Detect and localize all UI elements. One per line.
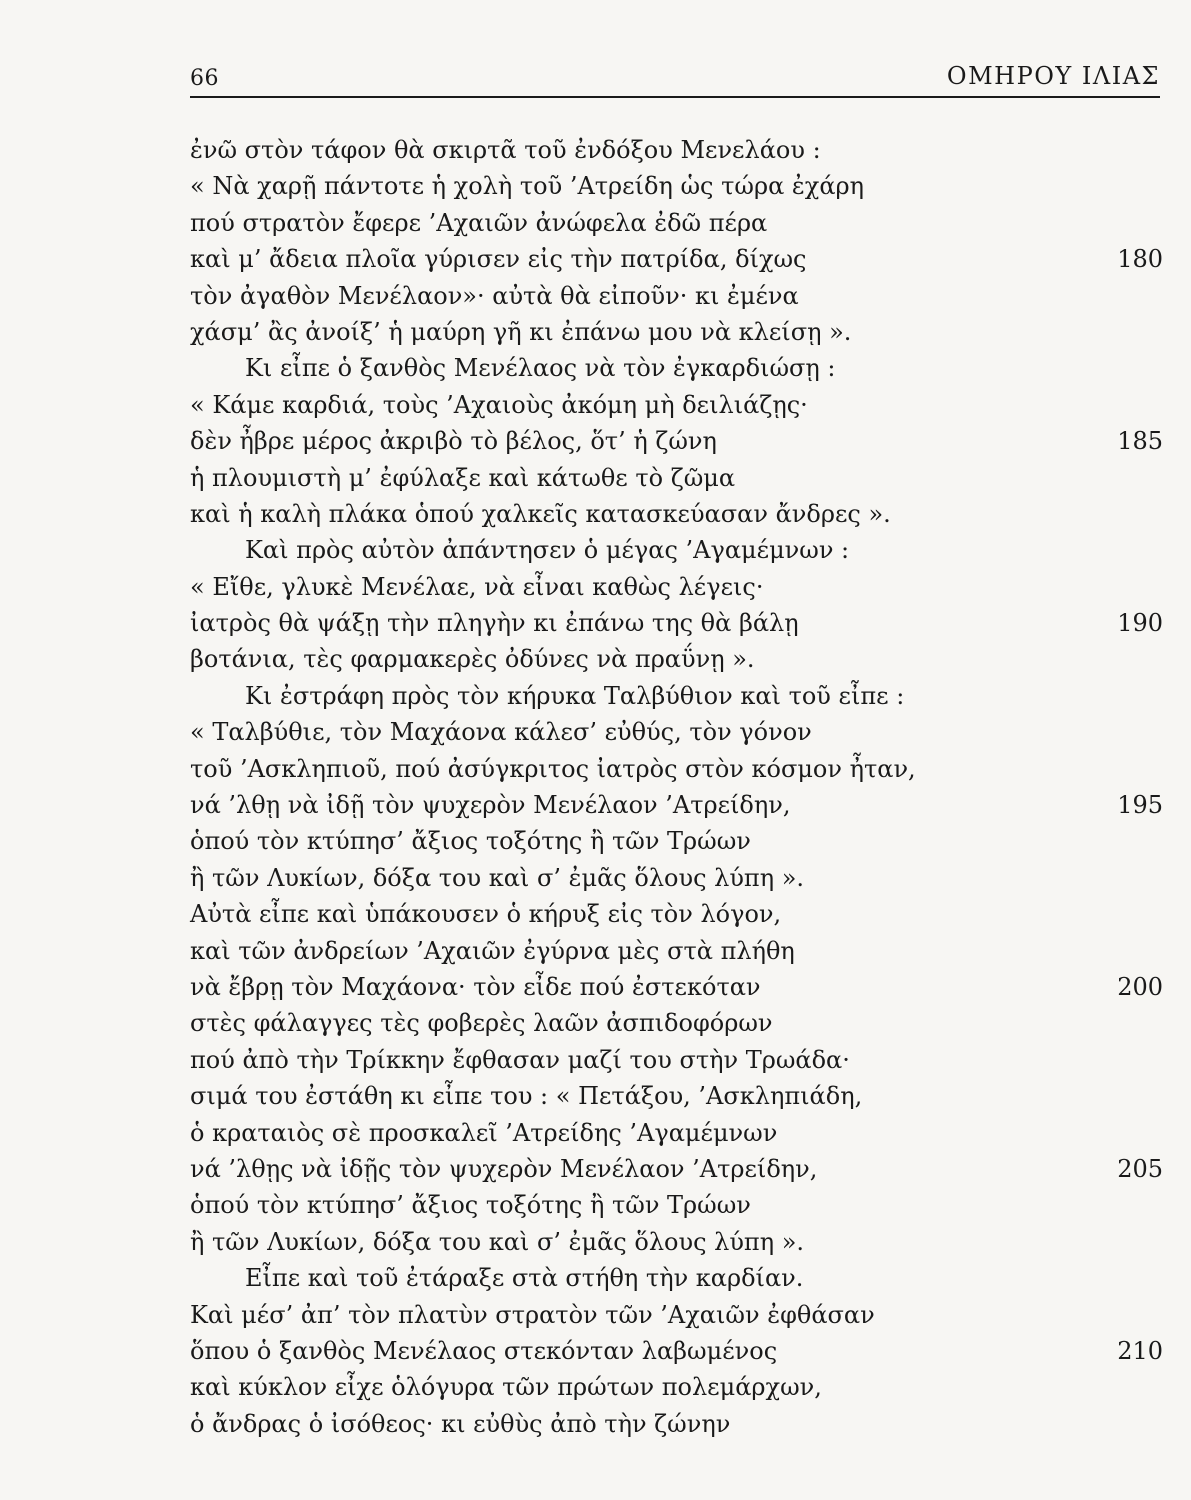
verse-text: καὶ ἡ καλὴ πλάκα ὁπού χαλκεῖς κατασκεύασαν ἄνδρες ». [190, 499, 891, 528]
verse-text: νά ’λθῃς νὰ ἰδῇς τὸν ψυχερὸν Μενέλαον ’Ατρείδην, [190, 1154, 818, 1183]
verse-text: « Ταλβύθιε, τὸν Μαχάονα κάλεσ’ εὐθύς, τὸν γόνον [190, 718, 812, 747]
verse-line [0, 387, 1191, 423]
verse-line [0, 314, 1191, 350]
verse-line [0, 423, 1191, 459]
line-number: 185 [1117, 427, 1163, 456]
verse-text: καὶ κύκλον εἶχε ὁλόγυρα τῶν πρώτων πολεμάρχων, [190, 1373, 822, 1402]
page-header [190, 62, 1160, 100]
verse-line [0, 168, 1191, 204]
verse-line [0, 1260, 1191, 1296]
verse-text: καὶ μ’ ἄδεια πλοῖα γύρισεν εἰς τὴν πατρίδα, δίχως [190, 245, 807, 274]
line-number: 200 [1117, 972, 1163, 1001]
verse-text: ἐνῶ στὸν τάφον θὰ σκιρτᾶ τοῦ ἐνδόξου Μενελάου : [190, 136, 821, 164]
page-number: 66 [190, 66, 219, 91]
verse-text: ἢ τῶν Λυκίων, δόξα του καὶ σ’ ἐμᾶς ὅλους λύπη ». [190, 863, 805, 892]
poem-text [0, 132, 1191, 1442]
verse-line [0, 1115, 1191, 1151]
verse-text: πού ἀπὸ τὴν Τρίκκην ἔφθασαν μαζί του στὴν Τρωάδα· [190, 1045, 850, 1074]
verse-line [0, 605, 1191, 641]
verse-line [0, 787, 1191, 823]
verse-text: τὸν ἀγαθὸν Μενέλαον»· αὐτὰ θὰ εἰποῦν· κι ἐμένα [190, 281, 799, 310]
verse-text: πού στρατὸν ἔφερε ’Αχαιῶν ἀνώφελα ἐδῶ πέρα [190, 208, 768, 237]
line-number: 190 [1117, 609, 1163, 638]
verse-line [0, 532, 1191, 568]
verse-text: ὁπού τὸν κτύπησ’ ἄξιος τοξότης ἢ τῶν Τρώων [190, 1191, 751, 1220]
line-number: 205 [1117, 1154, 1163, 1183]
verse-line [0, 969, 1191, 1005]
verse-text: βοτάνια, τὲς φαρμακερὲς ὀδύνες νὰ πραΰνῃ ». [190, 645, 755, 674]
line-number: 210 [1117, 1336, 1163, 1365]
verse-text: Καὶ μέσ’ ἀπ’ τὸν πλατὺν στρατὸν τῶν ’Αχαιῶν ἐφθάσαν [190, 1300, 875, 1329]
verse-text: ὁ ἄνδρας ὁ ἰσόθεος· κι εὐθὺς ἀπὸ τὴν ζώνην [190, 1409, 731, 1438]
verse-text: « Εἴθε, γλυκὲ Μενέλαε, νὰ εἶναι καθὼς λέγεις· [190, 572, 764, 601]
verse-text: ὁ κραταιὸς σὲ προσκαλεῖ ’Ατρείδης ’Αγαμέμνων [190, 1118, 778, 1147]
verse-line [0, 496, 1191, 532]
header-rule [190, 96, 1160, 98]
verse-line [0, 1042, 1191, 1078]
verse-line [0, 823, 1191, 859]
verse-text: « Νὰ χαρῇ πάντοτε ἡ χολὴ τοῦ ’Ατρείδη ὡς τώρα ἐχάρη [190, 172, 865, 201]
verse-line [0, 1224, 1191, 1260]
verse-text: « Κάμε καρδιά, τοὺς ’Αχαιοὺς ἀκόμη μὴ δειλιάζῃς· [190, 390, 808, 419]
verse-line [0, 1078, 1191, 1114]
verse-text: ἰατρὸς θὰ ψάξῃ τὴν πληγὴν κι ἐπάνω της θὰ βάλῃ [190, 609, 799, 638]
verse-text: Εἶπε καὶ τοῦ ἐτάραξε στὰ στήθη τὴν καρδίαν. [245, 1264, 804, 1293]
running-title: ΟΜΗΡΟΥ ΙΛΙΑΣ [946, 62, 1160, 90]
verse-line [0, 714, 1191, 750]
line-number: 180 [1117, 245, 1163, 274]
verse-line [0, 350, 1191, 386]
verse-line [0, 278, 1191, 314]
verse-line [0, 1151, 1191, 1187]
verse-text: χάσμ’ ἂς ἀνοίξ’ ἡ μαύρη γῆ κι ἐπάνω μου νὰ κλείσῃ ». [190, 317, 852, 346]
verse-line [0, 1297, 1191, 1333]
verse-text: Αὐτὰ εἶπε καὶ ὑπάκουσεν ὁ κήρυξ εἰς τὸν λόγον, [190, 900, 782, 929]
verse-text: ὁπού τὸν κτύπησ’ ἄξιος τοξότης ἢ τῶν Τρώων [190, 827, 751, 856]
verse-line [0, 751, 1191, 787]
verse-line [0, 641, 1191, 677]
verse-text: Κι ἐστράφη πρὸς τὸν κήρυκα Ταλβύθιον καὶ τοῦ εἶπε : [245, 681, 905, 710]
verse-line [0, 241, 1191, 277]
verse-text: στὲς φάλαγγες τὲς φοβερὲς λαῶν ἀσπιδοφόρων [190, 1009, 773, 1038]
verse-text: ὅπου ὁ ξανθὸς Μενέλαος στεκόνταν λαβωμένος [190, 1336, 778, 1365]
line-number: 195 [1117, 791, 1163, 820]
verse-line [0, 205, 1191, 241]
verse-line [0, 678, 1191, 714]
verse-line [0, 1187, 1191, 1223]
verse-text: Καὶ πρὸς αὐτὸν ἀπάντησεν ὁ μέγας ’Αγαμέμνων : [245, 536, 850, 565]
verse-text: ἢ τῶν Λυκίων, δόξα του καὶ σ’ ἐμᾶς ὅλους λύπη ». [190, 1227, 805, 1256]
verse-line [0, 460, 1191, 496]
verse-text: νὰ ἔβρῃ τὸν Μαχάονα· τὸν εἶδε πού ἐστεκόταν [190, 972, 761, 1001]
verse-text: σιμά του ἐστάθη κι εἶπε του : « Πετάξου, ’Ασκληπιάδη, [190, 1082, 863, 1111]
verse-text: δὲν ἦβρε μέρος ἀκριβὸ τὸ βέλος, ὅτ’ ἡ ζώνη [190, 427, 717, 456]
verse-text: τοῦ ’Ασκληπιοῦ, πού ἀσύγκριτος ἰατρὸς στὸν κόσμον ἦταν, [190, 754, 916, 783]
verse-text: Κι εἶπε ὁ ξανθὸς Μενέλαος νὰ τὸν ἐγκαρδιώσῃ : [245, 354, 836, 383]
verse-text: ἡ πλουμιστὴ μ’ ἐφύλαξε καὶ κάτωθε τὸ ζῶμα [190, 463, 736, 492]
verse-text: νά ’λθῃ νὰ ἰδῇ τὸν ψυχερὸν Μενέλαον ’Ατρείδην, [190, 791, 791, 820]
verse-line [0, 132, 1191, 168]
verse-line [0, 1005, 1191, 1041]
verse-line [0, 1369, 1191, 1405]
verse-text: καὶ τῶν ἀνδρείων ’Αχαιῶν ἐγύρνα μὲς στὰ πλήθη [190, 936, 795, 965]
verse-line [0, 896, 1191, 932]
verse-line [0, 1406, 1191, 1442]
verse-line [0, 933, 1191, 969]
verse-line [0, 860, 1191, 896]
verse-line [0, 569, 1191, 605]
verse-line [0, 1333, 1191, 1369]
